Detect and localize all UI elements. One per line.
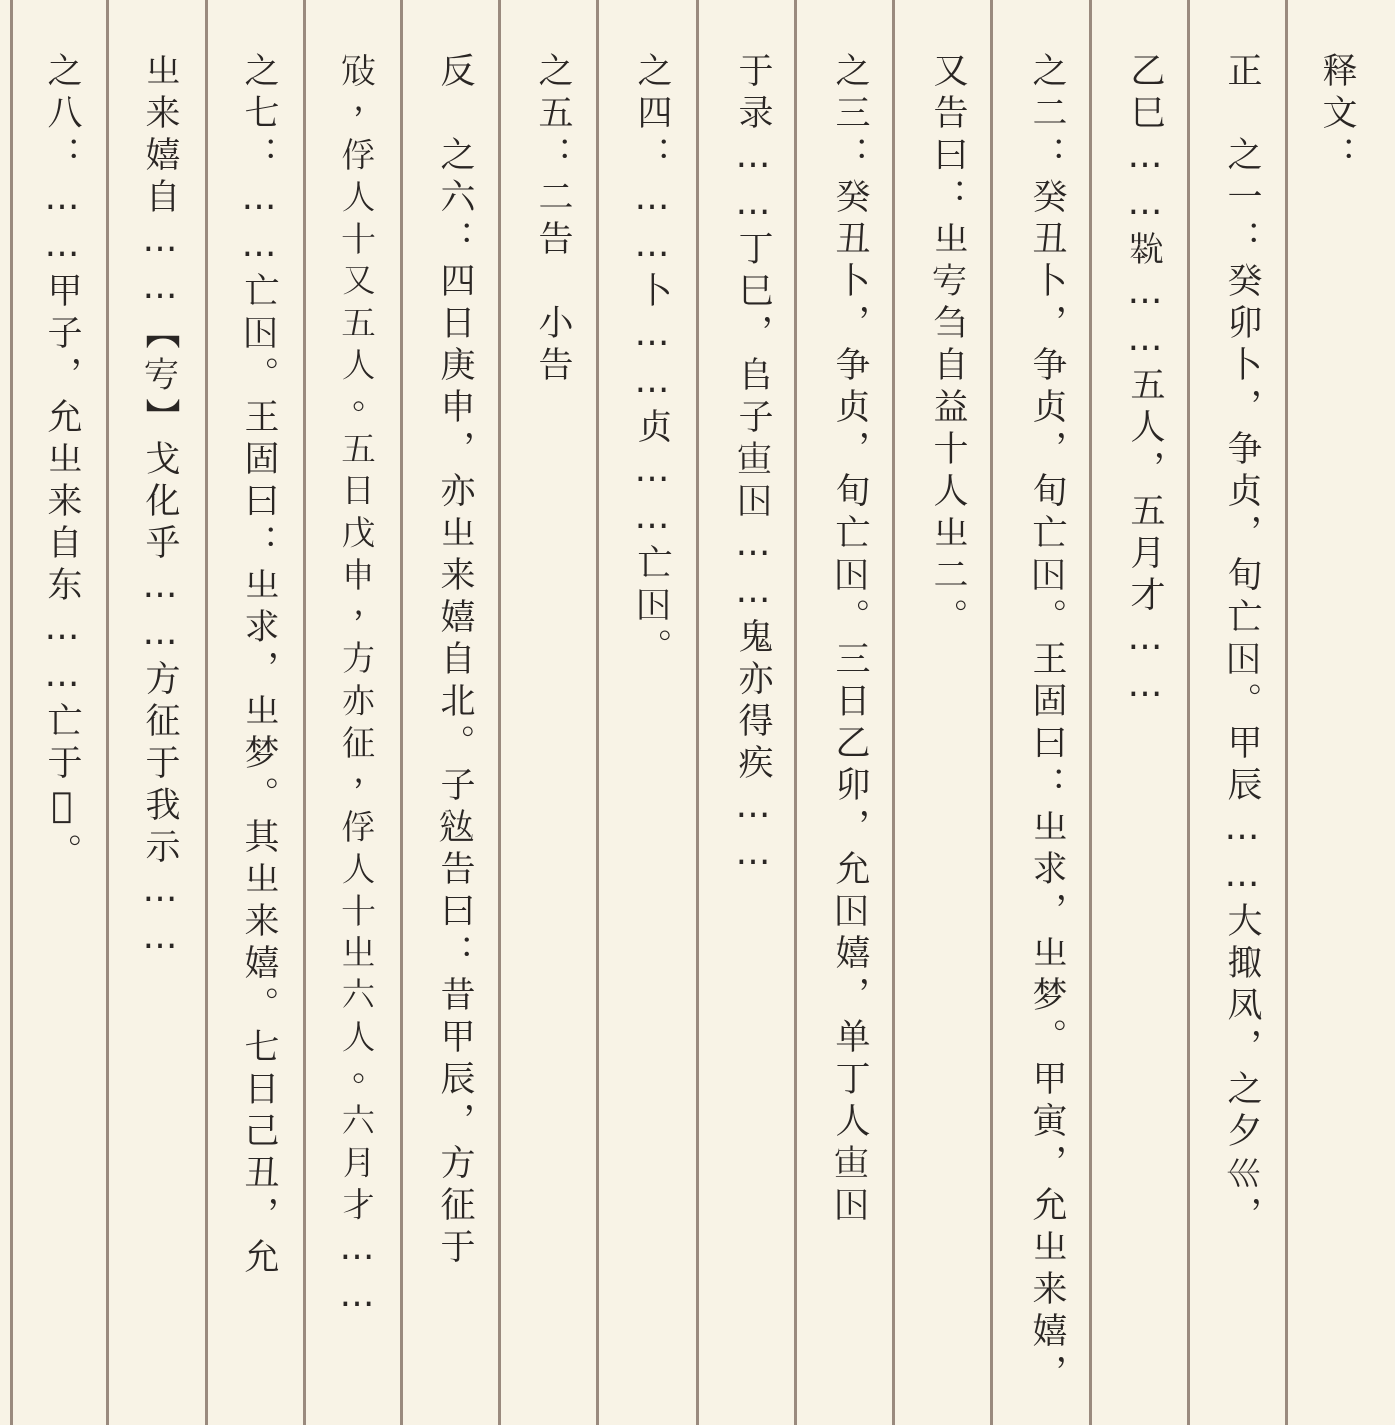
column-rule [303,0,306,1425]
column-rule [1285,0,1288,1425]
column-rule [106,0,109,1425]
column-rule [498,0,501,1425]
text-column-zhi5: 之五：二告 小告 [533,52,573,388]
text-column-yougao: 又告曰：㞢𡧈刍自益十人㞢二。 [928,52,968,640]
text-column-yisi: 乙巳……𡴞……五人，五月才…… [1125,52,1165,712]
column-rule [596,0,599,1425]
text-column-zheng: 正 之一：癸卯卜，争贞，旬亡𡆥。甲辰……大掫凤，之夕𡿧， [1222,52,1262,1238]
text-column-cha: 𢼀，俘人十又五人。五日戊申，方亦征，俘人十㞢六人。六月才…… [337,52,377,1322]
column-rule [794,0,797,1425]
column-rule [1089,0,1092,1425]
column-rule [400,0,403,1425]
column-rule [990,0,993,1425]
text-column-youlai: 㞢来嬉自……【𡧈】戈化乎……方征于我示…… [140,52,180,964]
column-rule [696,0,699,1425]
text-column-yulu: 于录……丁巳，𠂤子𡧹𡆥……鬼亦得疾…… [733,52,773,880]
column-rule [892,0,895,1425]
column-rule [1187,0,1190,1425]
text-column-zhi2: 之二：癸丑卜，争贞，旬亡𡆥。王固曰：㞢求，㞢梦。甲寅，允㞢来嬉， [1027,52,1067,1396]
text-column-zhi4: 之四：……卜……贞……亡𡆥。 [632,52,672,670]
text-column-zhi3: 之三：癸丑卜，争贞，旬亡𡆥。三日乙卯，允𡆥嬉，单丁人𡧹𡆥 [830,52,870,1228]
text-column-zhi6: 反 之六：四日庚申，亦㞢来嬉自北。子𡜎告曰：昔甲辰，方征于 [435,52,475,1270]
heading-label: 释文： [1317,52,1357,178]
column-rule [205,0,208,1425]
column-rule [10,0,13,1425]
text-column-zhi8: 之八：……甲子，允㞢来自东……亡于𦓥。 [42,52,82,875]
text-column-zhi7: 之七：……亡𡆥。王固曰：㞢求，㞢梦。其㞢来嬉。七日己丑，允 [239,52,279,1280]
